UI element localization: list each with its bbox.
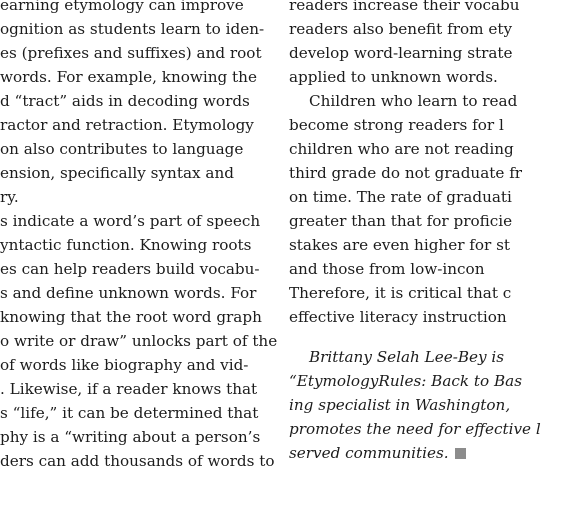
right-line-6: become strong readers for l [289,116,504,134]
right-line-12: and those from low-incon [289,260,485,278]
left-line-4: words. For example, knowing the [0,68,257,86]
right-line-2: readers also benefit from ety [289,20,513,38]
right-line-1: readers increase their vocabu [289,0,520,14]
left-line-10: s indicate a word’s part of speech [0,212,261,230]
right-line-4: applied to unknown words. [289,68,498,86]
right-line-13: Therefore, it is critical that c [289,284,512,302]
left-line-15: o write or draw” unlocks part of the [0,332,278,350]
end-of-article-square-icon [455,448,466,459]
left-line-9: ry. [0,188,19,206]
left-line-13: s and define unknown words. For [0,284,257,302]
left-line-7: on also contributes to language [0,140,244,158]
right-line-5: Children who learn to read [309,92,518,110]
left-line-6: ractor and retraction. Etymology [0,116,254,134]
bio-line-2: “EtymologyRules: Back to Bas [289,372,523,390]
left-line-2: ognition as students learn to iden- [0,20,265,38]
left-line-16: of words like biography and vid- [0,356,249,374]
left-line-8: ension, specifically syntax and [0,164,234,182]
left-line-1: earning etymology can improve [0,0,244,14]
right-line-14: effective literacy instruction [289,308,507,326]
bio-line-1: Brittany Selah Lee-Bey is [309,348,505,366]
left-line-17: . Likewise, if a reader knows that [0,380,258,398]
bio-line-5 [289,446,549,461]
left-line-19: phy is a “writing about a person’s [0,428,261,446]
bio-line-3: ing specialist in Washington, [289,396,511,414]
right-line-9: on time. The rate of graduati [289,188,512,206]
right-line-8: third grade do not graduate fr [289,164,523,182]
right-line-7: children who are not reading [289,140,514,158]
bio-line-5-text: served communities. [289,444,449,462]
left-line-20: ders can add thousands of words to [0,452,275,470]
left-line-14: knowing that the root word graph [0,308,262,326]
left-line-5: d “tract” aids in decoding words [0,92,250,110]
left-line-11: yntactic function. Knowing roots [0,236,252,254]
left-line-3: es (prefixes and suffixes) and root [0,44,262,62]
bio-line-4: promotes the need for effective l [289,420,541,438]
right-line-3: develop word-learning strate [289,44,513,62]
right-line-11: stakes are even higher for st [289,236,511,254]
left-line-12: es can help readers build vocabu- [0,260,260,278]
right-line-10: greater than that for proficie [289,212,513,230]
left-line-18: s “life,” it can be determined that [0,404,259,422]
